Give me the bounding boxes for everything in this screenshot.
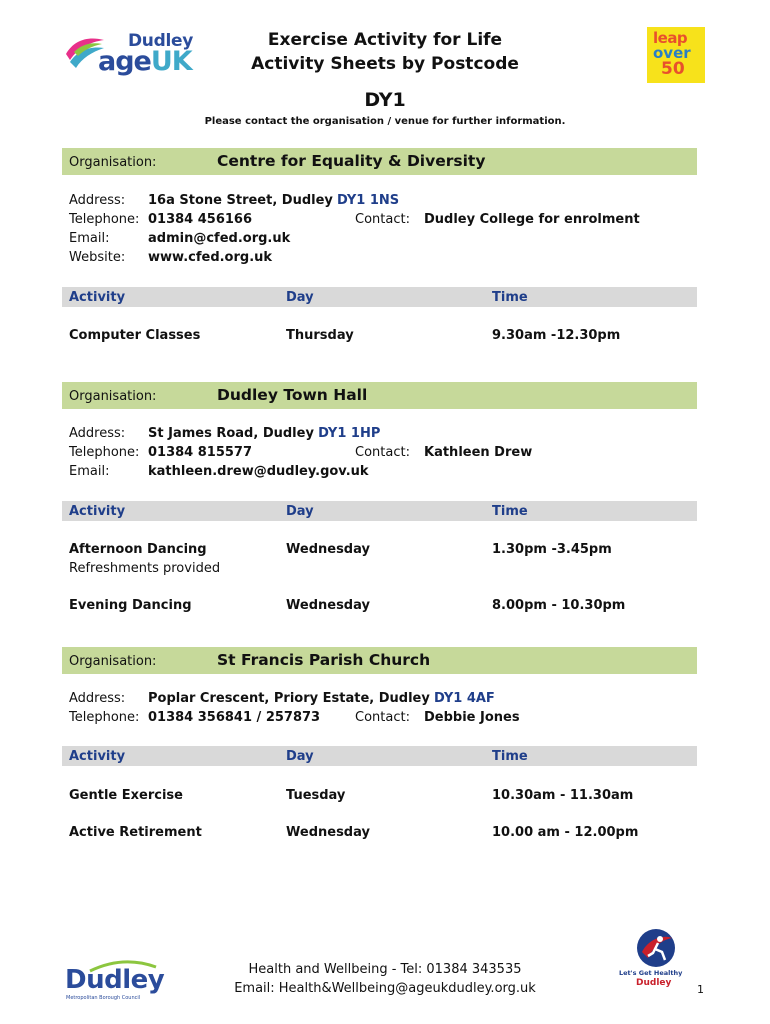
- activity-row: [62, 539, 697, 576]
- telephone-row: [69, 445, 533, 464]
- organisation-label: Organisation:: [69, 654, 157, 669]
- activity-day: Wednesday: [286, 542, 370, 557]
- address-value: 16a Stone Street, Dudley: [148, 193, 333, 208]
- page-number: 1: [697, 983, 704, 996]
- contact-label: Contact:: [355, 445, 410, 460]
- age-uk-logo-uk: UK: [150, 46, 192, 77]
- organisation-name: St Francis Parish Church: [217, 651, 431, 669]
- address-row: [69, 193, 399, 212]
- contact-label: Contact:: [355, 212, 410, 227]
- activity-name: Afternoon Dancing: [69, 542, 207, 557]
- organisation-label: Organisation:: [69, 389, 157, 404]
- address-row: [69, 691, 495, 710]
- telephone-label: Telephone:: [69, 212, 140, 227]
- email-value[interactable]: admin@cfed.org.uk: [148, 231, 291, 246]
- healthy-logo-line-2: Dudley: [636, 978, 672, 988]
- organisation-details: [69, 426, 533, 483]
- address-postcode: DY1 1HP: [318, 426, 381, 441]
- activity-time: 10.00 am - 12.00pm: [492, 825, 639, 840]
- telephone-value: 01384 815577: [148, 445, 253, 460]
- age-uk-logo-age: age: [98, 46, 151, 77]
- activity-time: 1.30pm -3.45pm: [492, 542, 612, 557]
- organisation-details: [69, 691, 520, 729]
- website-row: [69, 250, 399, 269]
- telephone-value: 01384 356841 / 257873: [148, 710, 321, 725]
- col-activity: Activity: [69, 504, 126, 519]
- activity-table-header: [62, 501, 697, 521]
- activity-row: [62, 325, 697, 345]
- leap-logo-line-2: over: [653, 44, 691, 62]
- dudley-logo-tagline: Metropolitan Borough Council: [66, 995, 141, 1001]
- organisation-bar: [62, 148, 697, 175]
- dudley-logo-word: Dudley: [65, 965, 165, 995]
- address-label: Address:: [69, 691, 126, 706]
- activity-name: Computer Classes: [69, 328, 201, 343]
- activity-row: [62, 785, 697, 805]
- activity-note: Refreshments provided: [69, 561, 221, 576]
- activity-name: Active Retirement: [69, 825, 202, 840]
- leap-logo-line-3: 50: [661, 59, 685, 79]
- footer-line-2: Email: Health&Wellbeing@ageukdudley.org.uk: [234, 981, 536, 996]
- contact-value: Kathleen Drew: [424, 445, 533, 460]
- address-postcode: DY1 4AF: [433, 691, 495, 706]
- activity-row: [62, 595, 697, 615]
- contact-note: Please contact the organisation / venue for further information.: [204, 116, 566, 127]
- col-time: Time: [492, 504, 528, 519]
- col-time: Time: [492, 290, 528, 305]
- email-value[interactable]: kathleen.drew@dudley.gov.uk: [148, 464, 369, 479]
- title-line-2: Activity Sheets by Postcode: [251, 54, 519, 74]
- address-value: Poplar Crescent, Priory Estate, Dudley: [148, 691, 430, 706]
- email-label: Email:: [69, 464, 110, 479]
- organisation-name: Centre for Equality & Diversity: [217, 152, 486, 170]
- page-footer: [0, 955, 770, 1024]
- organisation-name: Dudley Town Hall: [217, 386, 368, 404]
- telephone-value: 01384 456166: [148, 212, 253, 227]
- activity-time: 10.30am - 11.30am: [492, 788, 634, 803]
- organisation-bar: [62, 647, 697, 674]
- activity-row: [62, 822, 697, 842]
- page-header: [0, 0, 770, 140]
- activity-day: Wednesday: [286, 598, 370, 613]
- address-postcode: DY1 1NS: [337, 193, 400, 208]
- activity-name: Gentle Exercise: [69, 788, 183, 803]
- contact-label: Contact:: [355, 710, 410, 725]
- address-value: St James Road, Dudley: [148, 426, 314, 441]
- activity-day: Wednesday: [286, 825, 370, 840]
- contact-value: Debbie Jones: [424, 710, 520, 725]
- address-row: [69, 426, 380, 445]
- col-day: Day: [286, 749, 314, 764]
- email-row: [69, 464, 380, 483]
- runner-icon: [636, 928, 676, 968]
- activity-day: Tuesday: [286, 788, 346, 803]
- col-day: Day: [286, 504, 314, 519]
- lets-get-healthy-logo: [616, 928, 696, 992]
- organisation-details: [69, 193, 640, 269]
- email-label: Email:: [69, 231, 110, 246]
- leap-logo-line-1: leap: [653, 29, 688, 47]
- activity-time: 9.30am -12.30pm: [492, 328, 621, 343]
- footer-line-1: Health and Wellbeing - Tel: 01384 343535: [248, 962, 522, 977]
- website-link[interactable]: www.cfed.org.uk: [148, 250, 273, 265]
- activity-table-header: [62, 287, 697, 307]
- address-label: Address:: [69, 426, 126, 441]
- telephone-label: Telephone:: [69, 445, 140, 460]
- address-label: Address:: [69, 193, 126, 208]
- postcode-heading: DY1: [364, 89, 406, 111]
- col-activity: Activity: [69, 749, 126, 764]
- title-line-1: Exercise Activity for Life: [267, 30, 503, 50]
- organisation-bar: [62, 382, 697, 409]
- contact-value: Dudley College for enrolment: [424, 212, 640, 227]
- organisation-label: Organisation:: [69, 155, 157, 170]
- age-uk-logo-top: Dudley: [128, 31, 194, 51]
- leap-over-50-logo: [647, 27, 705, 83]
- email-row: [69, 231, 399, 250]
- col-time: Time: [492, 749, 528, 764]
- website-label: Website:: [69, 250, 126, 265]
- activity-table-header: [62, 746, 697, 766]
- activity-name: Evening Dancing: [69, 598, 192, 613]
- telephone-row: [69, 212, 640, 231]
- healthy-logo-line-1: Let's Get Healthy: [619, 969, 683, 977]
- telephone-row: [69, 710, 520, 729]
- col-day: Day: [286, 290, 314, 305]
- col-activity: Activity: [69, 290, 126, 305]
- activity-day: Thursday: [286, 328, 354, 343]
- telephone-label: Telephone:: [69, 710, 140, 725]
- activity-time: 8.00pm - 10.30pm: [492, 598, 626, 613]
